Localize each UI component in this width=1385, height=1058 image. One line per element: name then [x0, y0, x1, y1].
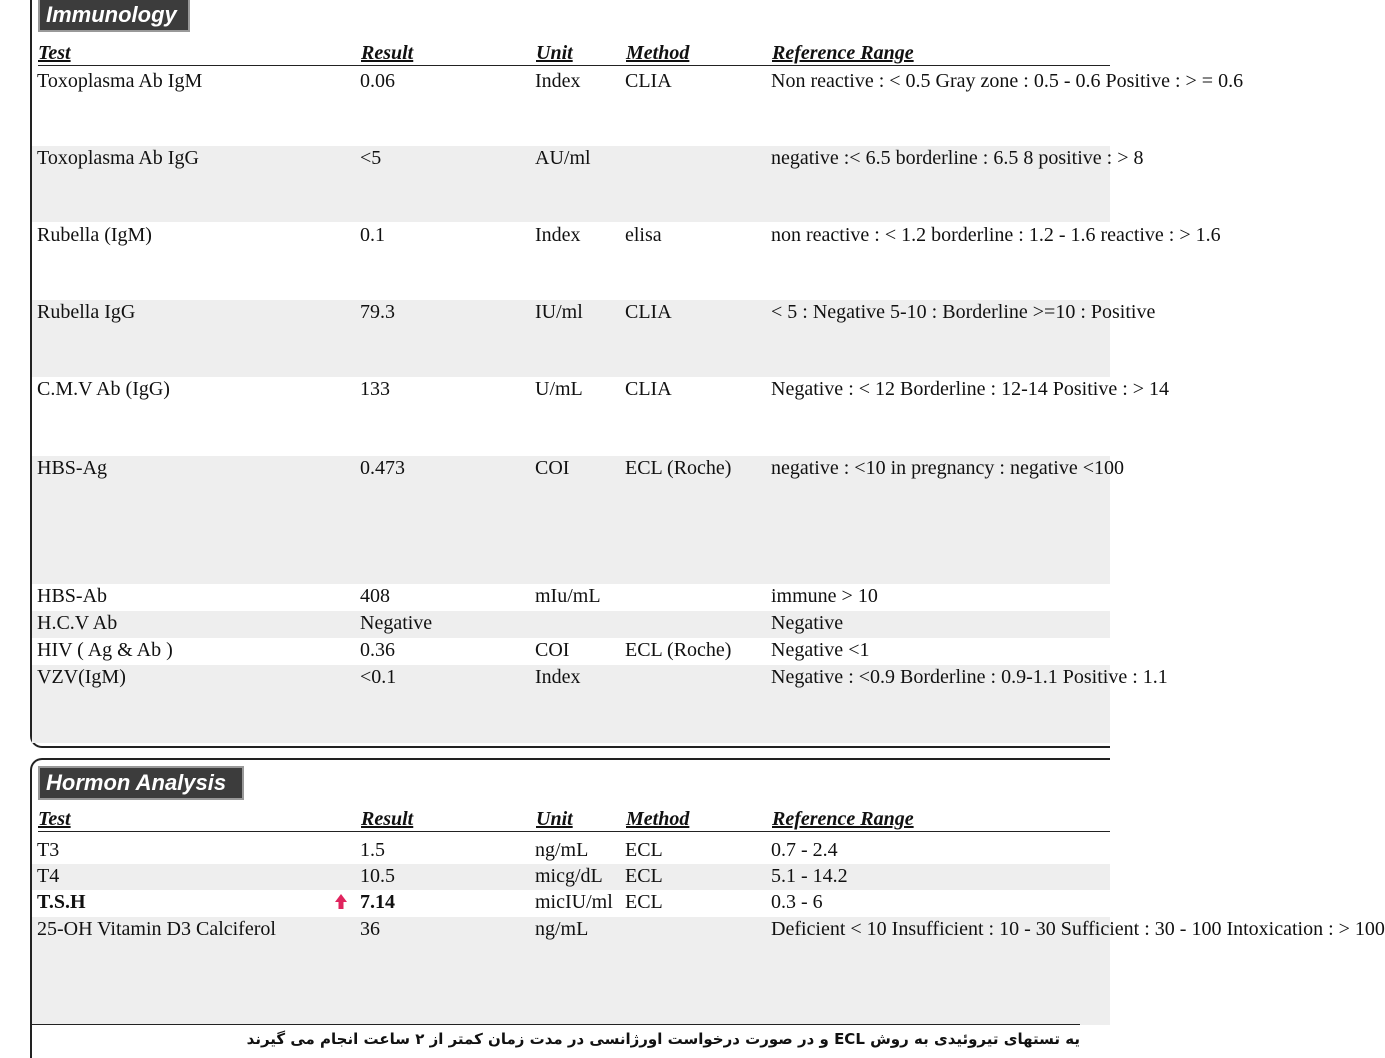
test-reference: Negative : < 12 Borderline : 12-14 Positive : > 14 [771, 378, 1170, 400]
test-reference: Deficient < 10 Insufficient : 10 - 30 Sufficient : 30 - 100 Intoxication : > 100 [771, 918, 1385, 940]
header-unit: Unit [536, 42, 573, 64]
immunology-header-row [38, 40, 1110, 66]
test-method: CLIA [625, 378, 672, 400]
table-row [32, 146, 1144, 222]
test-result: 0.1 [360, 224, 385, 246]
test-unit: Index [535, 224, 581, 246]
test-result: 1.5 [360, 839, 385, 861]
test-method: ECL (Roche) [625, 457, 732, 479]
immunology-title: Immunology [38, 0, 190, 32]
header-reference: Reference Range [772, 42, 914, 64]
header-divider [38, 65, 1110, 66]
test-unit: mIu/mL [535, 585, 601, 607]
test-unit: COI [535, 639, 570, 661]
table-row [32, 917, 1385, 1025]
test-method: ECL [625, 891, 663, 913]
test-result: <0.1 [360, 666, 397, 688]
test-result: 0.36 [360, 639, 395, 661]
test-reference: Negative : <0.9 Borderline : 0.9-1.1 Positive : 1.1 [771, 666, 1168, 688]
table-row [32, 584, 1110, 611]
test-method: ECL [625, 865, 663, 887]
test-reference: Negative [771, 612, 844, 634]
test-unit: ng/mL [535, 839, 589, 861]
test-name: HBS-Ag [37, 457, 108, 479]
test-reference: 0.7 - 2.4 [771, 839, 838, 861]
hormone-panel [30, 758, 1385, 1058]
table-row [32, 300, 1156, 377]
test-unit: micg/dL [535, 865, 603, 887]
table-row [32, 223, 1221, 300]
immunology-panel [30, 0, 1244, 748]
test-method: ECL [625, 839, 663, 861]
table-row [32, 456, 1125, 584]
test-name: T3 [37, 839, 60, 861]
header-divider [38, 831, 1110, 832]
test-result: 10.5 [360, 865, 395, 887]
test-name: HBS-Ab [37, 585, 108, 607]
hormone-title: Hormon Analysis [38, 766, 244, 800]
test-result: 79.3 [360, 301, 395, 323]
test-reference: 0.3 - 6 [771, 891, 823, 913]
header-unit: Unit [536, 808, 573, 830]
header-test: Test [38, 42, 71, 64]
table-row [32, 611, 1110, 638]
header-method: Method [626, 42, 690, 64]
test-name: H.C.V Ab [37, 612, 118, 634]
test-reference: immune > 10 [771, 585, 878, 607]
test-name: Rubella IgG [37, 301, 136, 323]
table-row [32, 638, 1110, 665]
table-row [32, 890, 1110, 916]
test-name: T.S.H [37, 891, 86, 913]
test-result: 0.06 [360, 70, 395, 92]
test-result: Negative [360, 612, 433, 634]
test-reference: Negative <1 [771, 639, 870, 661]
test-reference: < 5 : Negative 5-10 : Borderline >=10 : Positive [771, 301, 1156, 323]
test-method: CLIA [625, 301, 672, 323]
test-unit: IU/ml [535, 301, 583, 323]
test-unit: micIU/ml [535, 891, 613, 913]
hormone-header-row [38, 806, 1110, 832]
test-method: elisa [625, 224, 662, 246]
test-result: <5 [360, 147, 382, 169]
header-method: Method [626, 808, 690, 830]
test-reference: non reactive : < 1.2 borderline : 1.2 - 1.6 reactive : > 1.6 [771, 224, 1221, 246]
table-row [32, 69, 1244, 145]
test-result: 0.473 [360, 457, 405, 479]
test-name: VZV(IgM) [37, 666, 126, 688]
test-name: Toxoplasma Ab IgG [37, 147, 199, 169]
test-unit: AU/ml [535, 147, 591, 169]
test-name: C.M.V Ab (IgG) [37, 378, 170, 400]
test-unit: U/mL [535, 378, 583, 400]
test-name: Rubella (IgM) [37, 224, 152, 246]
high-arrow-icon [334, 893, 348, 911]
test-unit: ng/mL [535, 918, 589, 940]
test-unit: Index [535, 70, 581, 92]
test-name: HIV ( Ag & Ab ) [37, 639, 173, 661]
table-row [32, 864, 1110, 890]
header-result: Result [361, 42, 414, 64]
test-unit: COI [535, 457, 570, 479]
table-row [32, 665, 1168, 743]
test-result: 133 [360, 378, 390, 400]
test-name: T4 [37, 865, 60, 887]
header-reference: Reference Range [772, 808, 914, 830]
test-name: 25-OH Vitamin D3 Calciferol [37, 918, 276, 940]
test-result: 408 [360, 585, 390, 607]
table-row [32, 838, 1110, 864]
test-reference: negative : <10 in pregnancy : negative <100 [771, 457, 1125, 479]
header-result: Result [361, 808, 414, 830]
test-result: 36 [360, 918, 380, 940]
test-result: 7.14 [360, 891, 395, 913]
table-row [32, 377, 1170, 455]
test-reference: negative :< 6.5 borderline : 6.5 8 positive : > 8 [771, 147, 1144, 169]
header-test: Test [38, 808, 71, 830]
test-reference: 5.1 - 14.2 [771, 865, 848, 887]
test-unit: Index [535, 666, 581, 688]
test-method: CLIA [625, 70, 672, 92]
footer-note [30, 1024, 1080, 1054]
footer-note-text: یه تستهای تیروئیدی به روش ECL و در صورت درخواست اورژانسی در مدت زمان کمتر از ۲ ساعت انجام می گیرند [246, 1030, 1080, 1048]
test-name: Toxoplasma Ab IgM [37, 70, 203, 92]
test-reference: Non reactive : < 0.5 Gray zone : 0.5 - 0.6 Positive : > = 0.6 [771, 70, 1244, 92]
test-method: ECL (Roche) [625, 639, 732, 661]
